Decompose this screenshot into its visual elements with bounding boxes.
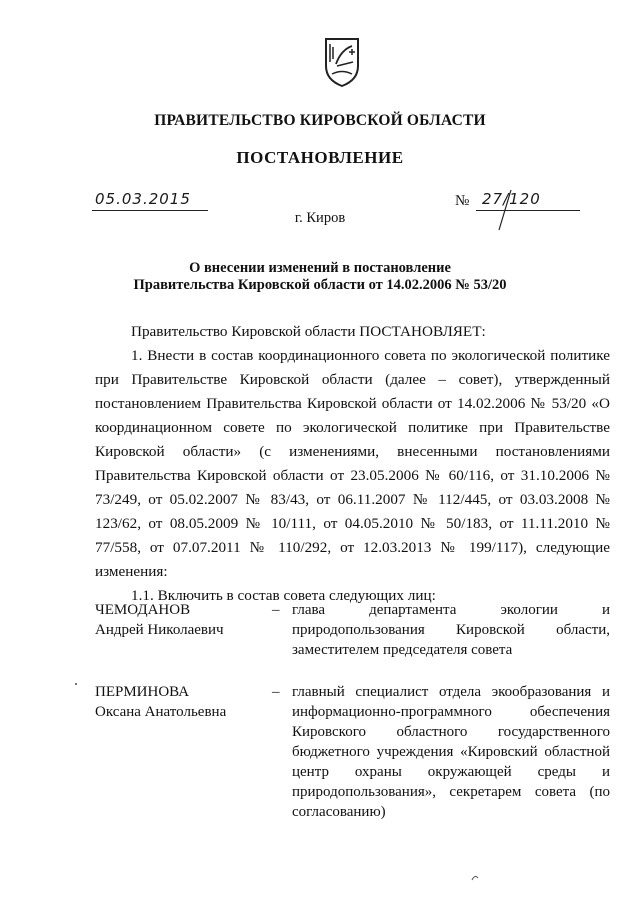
member-dash: – [272, 602, 280, 618]
city-line: г. Киров [294, 210, 346, 226]
member-surname: ЧЕМОДАНОВ [95, 602, 191, 618]
list-item [95, 600, 610, 660]
margin-mark [75, 683, 77, 685]
subject-line-1: О внесении изменений в постановление [189, 260, 451, 276]
intro-paragraph: Правительство Кировской области ПОСТАНОВЛЯЕТ: [131, 323, 486, 340]
kirov-region-coat-of-arms-icon [323, 36, 361, 88]
member-role: главный специалист отдела экообразования и информационно-программного обеспечения Кировского областного государственного бюджетного учреждения «Кировский областной центр охраны окружающей среды и природопользования», секретарем совета (по согласованию) [292, 684, 610, 820]
document-type-title: ПОСТАНОВЛЕНИЕ [236, 148, 404, 167]
document-date: 05.03.2015 [95, 190, 191, 208]
item-1-paragraph: 1. Внести в состав координационного совета по экологической политике при Правительстве Кировской области (далее – совет), утвержденный постановлением Правительства Кировской области от 14.02.2006 № 53/20 «О координационном совете по экологической политике при Правительстве Кировской области» (с изменениями, внесенными постановлениями Правительства Кировской области от 23.05.2006 № 60/116, от 31.10.2006 № 73/249, от 05.02.2007 № 83/43, от 06.11.2007 № 112/445, от 03.03.2008 № 123/62, от 08.05.2009 № 10/111, от 04.05.2010 № 50/183, от 11.11.2010 № 77/558, от 07.07.2011 № 110/292, от 12.03.2013 № 199/117), следующие изменения: [95, 347, 610, 580]
member-name [95, 600, 272, 660]
scan-mark [470, 872, 480, 882]
member-name [95, 682, 272, 822]
document-body [95, 320, 610, 608]
list-item [95, 682, 610, 822]
item-1-1-paragraph: 1.1. Включить в состав совета следующих лиц: [131, 587, 436, 604]
members-list [95, 600, 610, 844]
member-given-names: Оксана Анатольевна [95, 704, 227, 720]
member-dash: – [272, 684, 280, 700]
member-surname: ПЕРМИНОВА [95, 684, 190, 700]
organization-title: ПРАВИТЕЛЬСТВО КИРОВСКОЙ ОБЛАСТИ [154, 112, 486, 129]
document-subject [0, 260, 640, 294]
document-number: 27/120 [482, 190, 541, 208]
member-role: глава департамента экологии и природопользования Кировской области, заместителем председателя совета [292, 602, 610, 658]
number-sign: № [455, 193, 470, 209]
member-given-names: Андрей Николаевич [95, 622, 224, 638]
subject-line-2: Правительства Кировской области от 14.02.2006 № 53/20 [133, 277, 507, 293]
